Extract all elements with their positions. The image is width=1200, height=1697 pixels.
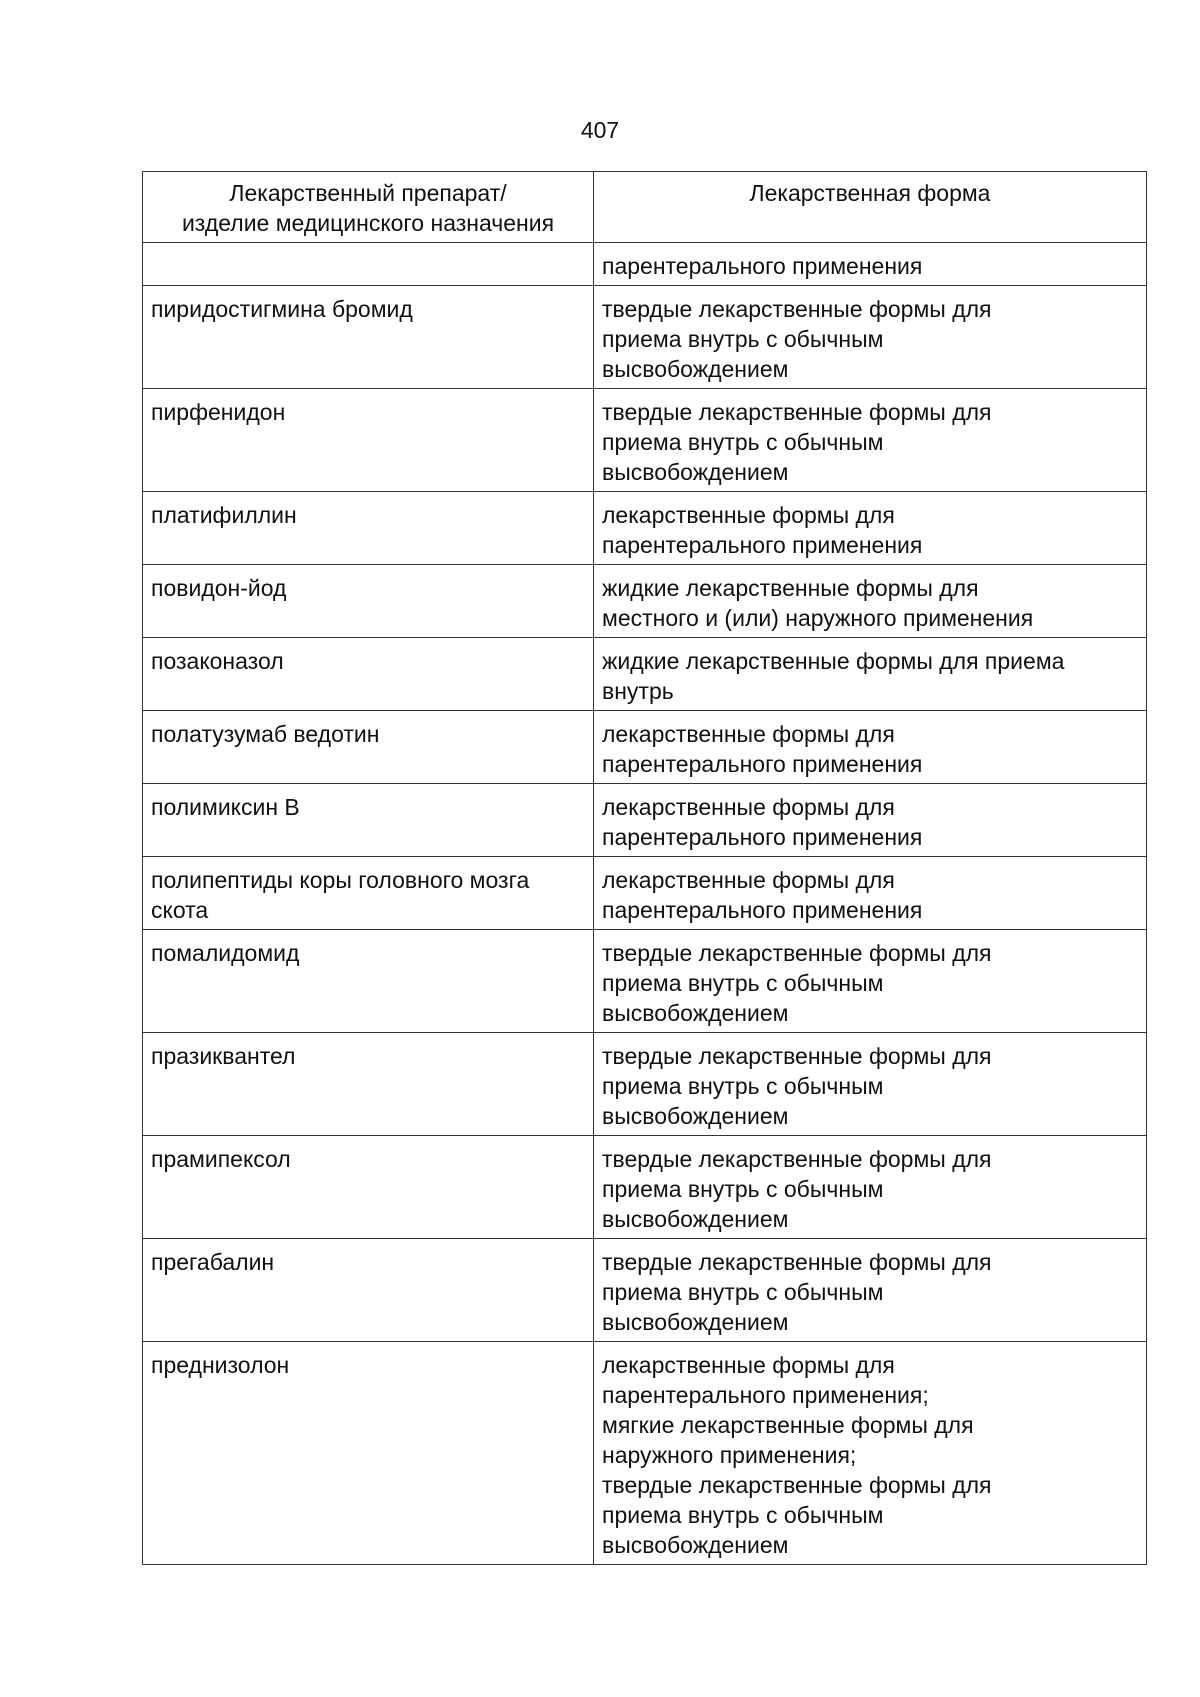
drug-name: пиридостигмина бромид — [151, 296, 413, 322]
drug-name: преднизолон — [151, 1352, 290, 1378]
drug-name: полипептиды коры головного мозга — [151, 867, 530, 893]
dosage-form: приема внутрь с обычным — [602, 1502, 884, 1528]
drug-name-cell — [143, 286, 594, 389]
dosage-form: приема внутрь с обычным — [602, 429, 884, 455]
dosage-form-cell — [594, 389, 1147, 492]
dosage-form: парентерального применения — [602, 253, 923, 279]
dosage-form-cell — [594, 1033, 1147, 1136]
dosage-form: парентерального применения; — [602, 1382, 929, 1408]
dosage-form: твердые лекарственные формы для — [602, 399, 992, 425]
table-row — [143, 389, 1147, 492]
dosage-form: высвобождением — [602, 1532, 789, 1558]
dosage-form: жидкие лекарственные формы для приема — [602, 648, 1065, 674]
drug-name-cell — [143, 565, 594, 638]
dosage-form: твердые лекарственные формы для — [602, 296, 992, 322]
drug-table — [142, 171, 1147, 1565]
dosage-form-cell — [594, 930, 1147, 1033]
dosage-form: высвобождением — [602, 1000, 789, 1026]
dosage-form: парентерального применения — [602, 751, 923, 777]
header-drug-line: Лекарственный препарат/ — [229, 180, 507, 206]
dosage-form: лекарственные формы для — [602, 1352, 895, 1378]
dosage-form: приема внутрь с обычным — [602, 1073, 884, 1099]
dosage-form: высвобождением — [602, 1206, 789, 1232]
dosage-form-cell — [594, 784, 1147, 857]
drug-name-cell — [143, 1342, 594, 1565]
table-header-row — [143, 172, 1147, 243]
dosage-form: высвобождением — [602, 1309, 789, 1335]
dosage-form: приема внутрь с обычным — [602, 1279, 884, 1305]
dosage-form: парентерального применения — [602, 824, 923, 850]
drug-name-cell — [143, 784, 594, 857]
drug-name-cell — [143, 711, 594, 784]
dosage-form: местного и (или) наружного применения — [602, 605, 1034, 631]
dosage-form: высвобождением — [602, 459, 789, 485]
table-row — [143, 784, 1147, 857]
drug-name: празиквантел — [151, 1043, 296, 1069]
drug-name-cell — [143, 389, 594, 492]
dosage-form-cell — [594, 1136, 1147, 1239]
dosage-form: твердые лекарственные формы для — [602, 940, 992, 966]
dosage-form: твердые лекарственные формы для — [602, 1472, 992, 1498]
drug-name: помалидомид — [151, 940, 300, 966]
table-row — [143, 857, 1147, 930]
dosage-form: лекарственные формы для — [602, 794, 895, 820]
table-row — [143, 1342, 1147, 1565]
dosage-form-cell — [594, 1342, 1147, 1565]
table-row — [143, 286, 1147, 389]
dosage-form: твердые лекарственные формы для — [602, 1146, 992, 1172]
drug-name: повидон-йод — [151, 575, 287, 601]
drug-name-cell — [143, 1033, 594, 1136]
dosage-form: твердые лекарственные формы для — [602, 1249, 992, 1275]
dosage-form-cell — [594, 638, 1147, 711]
table-row — [143, 1033, 1147, 1136]
drug-name-cell — [143, 930, 594, 1033]
table-row — [143, 711, 1147, 784]
dosage-form: приема внутрь с обычным — [602, 1176, 884, 1202]
dosage-form-cell — [594, 565, 1147, 638]
table-row — [143, 243, 1147, 286]
dosage-form: мягкие лекарственные формы для — [602, 1412, 974, 1438]
dosage-form: приема внутрь с обычным — [602, 326, 884, 352]
dosage-form-cell — [594, 243, 1147, 286]
drug-name: пирфенидон — [151, 399, 286, 425]
dosage-form: приема внутрь с обычным — [602, 970, 884, 996]
drug-name: полатузумаб ведотин — [151, 721, 380, 747]
table-row — [143, 1136, 1147, 1239]
dosage-form: лекарственные формы для — [602, 502, 895, 528]
dosage-form: твердые лекарственные формы для — [602, 1043, 992, 1069]
drug-name-cell — [143, 857, 594, 930]
drug-name: полимиксин В — [151, 794, 300, 820]
drug-name-cell — [143, 243, 594, 286]
dosage-form: высвобождением — [602, 1103, 789, 1129]
dosage-form: внутрь — [602, 678, 674, 704]
table-body — [143, 243, 1147, 1565]
drug-name: прегабалин — [151, 1249, 275, 1275]
dosage-form-cell — [594, 1239, 1147, 1342]
dosage-form: жидкие лекарственные формы для — [602, 575, 979, 601]
drug-name-cell — [143, 1239, 594, 1342]
dosage-form: высвобождением — [602, 356, 789, 382]
dosage-form: парентерального применения — [602, 897, 923, 923]
drug-name-cell — [143, 492, 594, 565]
drug-name-cell — [143, 638, 594, 711]
dosage-form-cell — [594, 711, 1147, 784]
drug-name-cell — [143, 1136, 594, 1239]
dosage-form: лекарственные формы для — [602, 867, 895, 893]
table-row — [143, 492, 1147, 565]
dosage-form: наружного применения; — [602, 1442, 857, 1468]
drug-name: прамипексол — [151, 1146, 291, 1172]
page-number: 407 — [580, 117, 620, 143]
dosage-form: лекарственные формы для — [602, 721, 895, 747]
table-row — [143, 638, 1147, 711]
drug-name: позаконазол — [151, 648, 284, 674]
table-row — [143, 565, 1147, 638]
drug-name: платифиллин — [151, 502, 297, 528]
header-form — [594, 172, 1147, 243]
dosage-form-cell — [594, 286, 1147, 389]
dosage-form: парентерального применения — [602, 532, 923, 558]
table-row — [143, 930, 1147, 1033]
header-form-line: Лекарственная форма — [749, 180, 991, 206]
header-drug — [143, 172, 594, 243]
dosage-form-cell — [594, 857, 1147, 930]
dosage-form-cell — [594, 492, 1147, 565]
header-drug-line: изделие медицинского назначения — [181, 210, 555, 236]
table-row — [143, 1239, 1147, 1342]
drug-name: скота — [151, 897, 209, 923]
